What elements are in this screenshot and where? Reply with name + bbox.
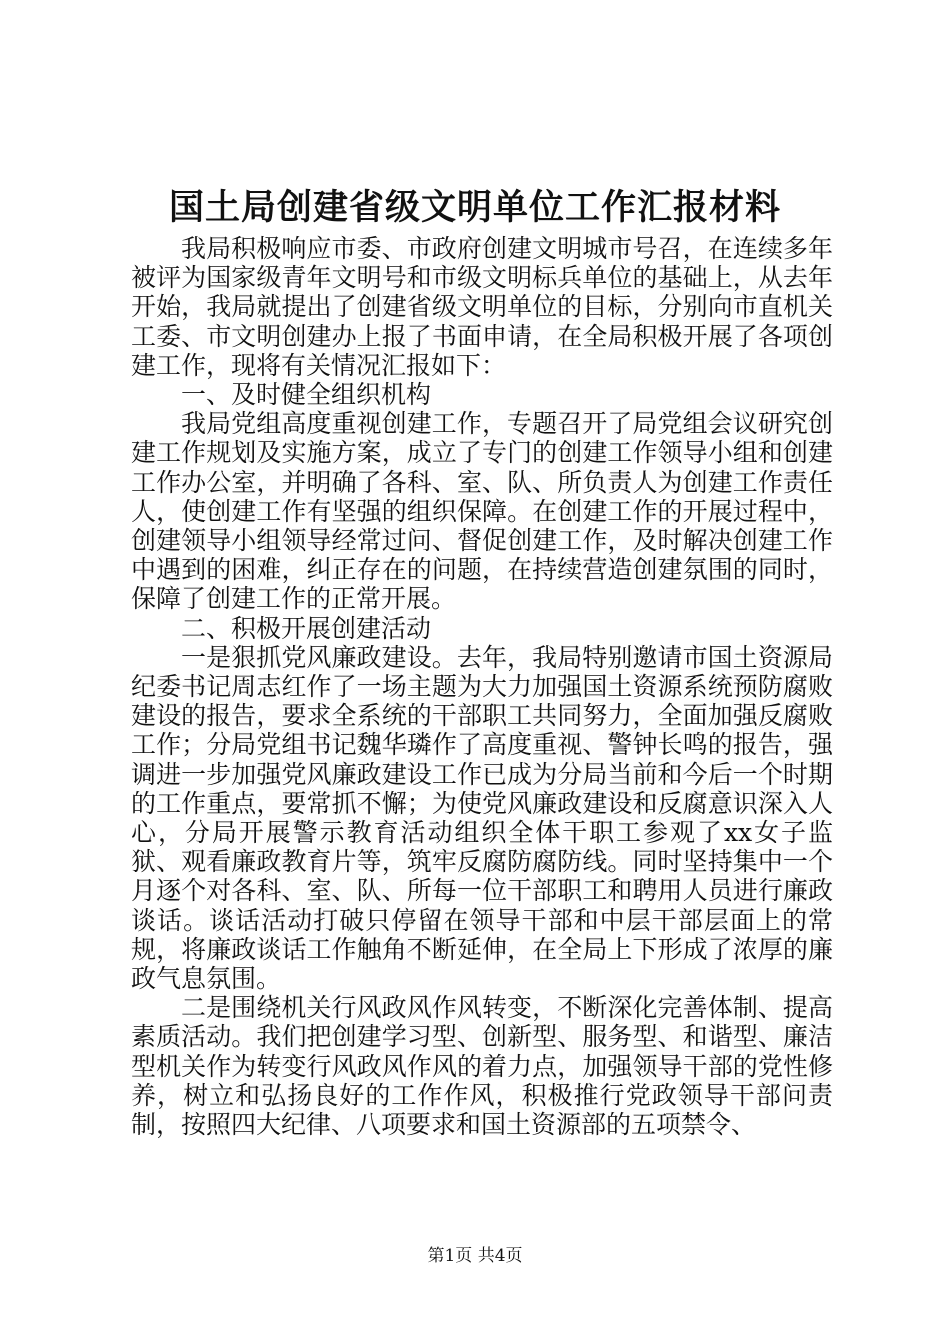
page-number-footer: 第1页 共4页: [427, 1246, 523, 1266]
document-title: 国土局创建省级文明单位工作汇报材料: [168, 187, 781, 228]
section-heading-activities: 二、积极开展创建活动: [181, 613, 432, 643]
paragraph-organization: 我局党组高度重视创建工作，专题召开了局党组会议研究创建工作规划及实施方案，成立了专门的创建工作领导小组和创建工作办公室，并明确了各科、室、队、所负责人为创建工作责任人，使创建工作有坚强的组织保障。在创建工作的开展过程中，创建领导小组领导经常过问、督促创建工作，及时解决创建工作中遇到的困难，纠正存在的问题，在持续营造创建氛围的同时，保障了创建工作的正常开展。: [131, 409, 833, 614]
paragraph-integrity: 一是狠抓党风廉政建设。去年，我局特别邀请市国土资源局纪委书记周志红作了一场主题为大力加强国土资源系统预防腐败建设的报告，要求全系统的干部职工共同努力，全面加强反腐败工作；分局党组书记魏华璘作了高度重视、警钟长鸣的报告，强调进一步加强党风廉政建设工作已成为分局当前和今后一个时期的工作重点，要常抓不懈；为使党风廉政建设和反腐意识深入人心，分局开展警示教育活动组织全体干职工参观了xx女子监狱、观看廉政教育片等，筑牢反腐防腐防线。同时坚持集中一个月逐个对各科、室、队、所每一位干部职工和聘用人员进行廉政谈话。谈话活动打破只停留在领导干部和中层干部层面上的常规，将廉政谈话工作触角不断延伸，在全局上下形成了浓厚的廉政气息氛围。: [131, 642, 833, 994]
document-body: [131, 234, 833, 1139]
paragraph-work-style: 二是围绕机关行风政风作风转变，不断深化完善体制、提高素质活动。我们把创建学习型、创新型、服务型、和谐型、廉洁型机关作为转变行风政风作风的着力点，加强领导干部的党性修养，树立和弘扬良好的工作作风，积极推行党政领导干部问责制，按照四大纪律、八项要求和国土资源部的五项禁令、: [131, 993, 833, 1140]
section-heading-organization: 一、及时健全组织机构: [181, 380, 432, 410]
paragraph-intro: 我局积极响应市委、市政府创建文明城市号召，在连续多年被评为国家级青年文明号和市级文明标兵单位的基础上，从去年开始，我局就提出了创建省级文明单位的目标，分别向市直机关工委、市文明创建办上报了书面申请，在全局积极开展了各项创建工作，现将有关情况汇报如下：: [131, 234, 833, 380]
